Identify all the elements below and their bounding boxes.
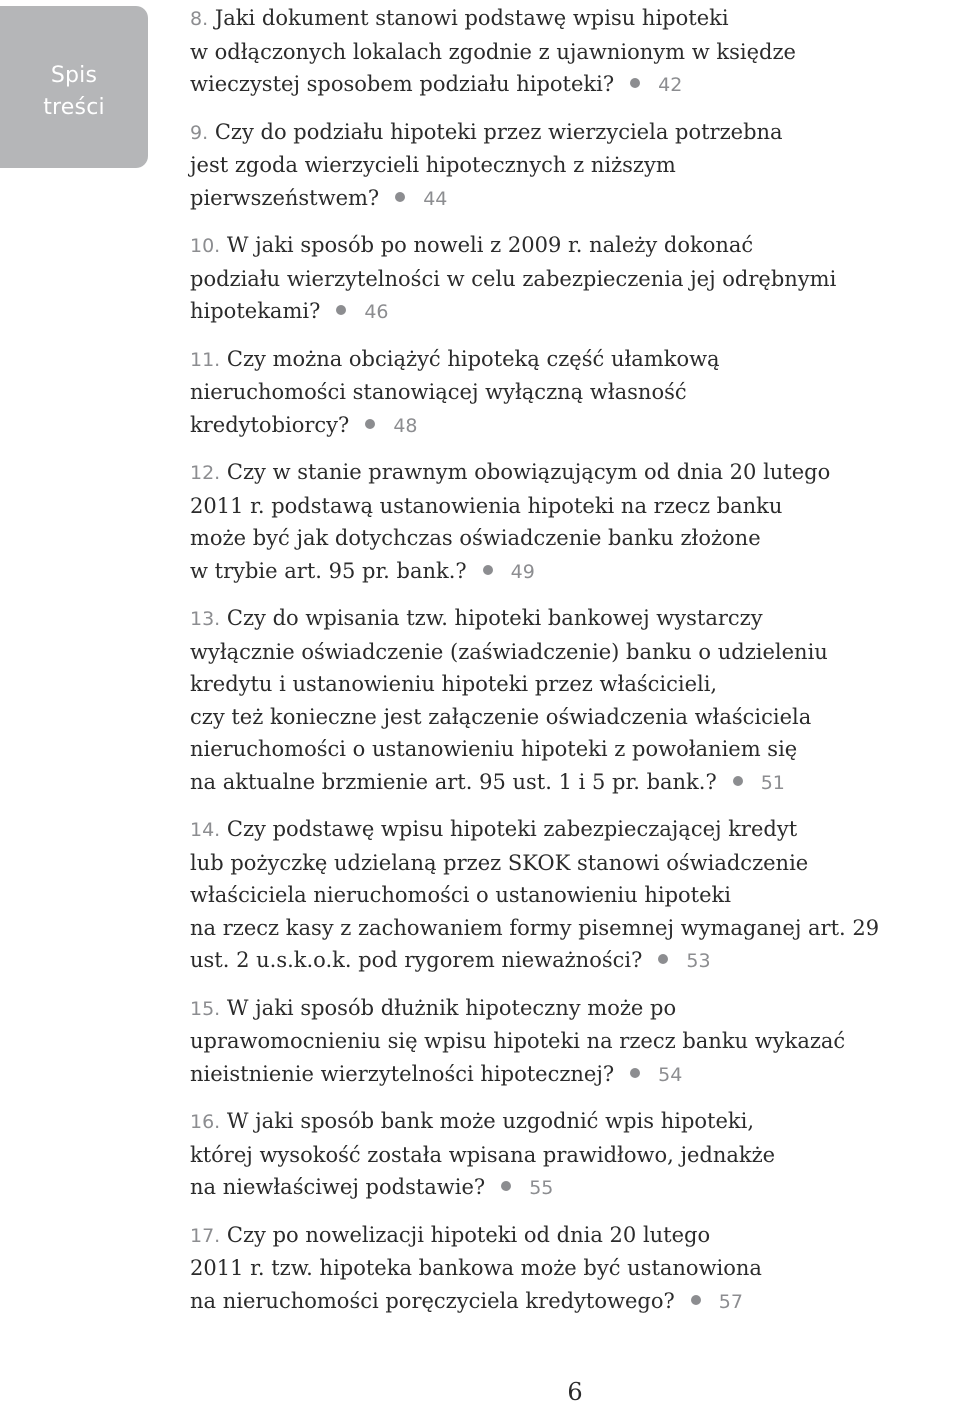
toc-entry-page-link[interactable]: 51 <box>760 771 785 794</box>
toc-entry-line <box>190 1058 950 1092</box>
toc-entry[interactable] <box>190 813 950 978</box>
toc-entry-text: 2011 r. podstawą ustanowienia hipoteki na rzecz banku <box>190 493 783 518</box>
toc-entry[interactable] <box>190 456 950 588</box>
toc-entry-line <box>190 343 950 377</box>
toc-entry-line <box>190 701 950 734</box>
toc-entry-text: W jaki sposób po noweli z 2009 r. należy dokonać <box>226 233 754 257</box>
toc-entry-text: nieruchomości o ustanowieniu hipoteki z powołaniem się <box>190 737 798 761</box>
toc-entry-line <box>190 295 950 329</box>
toc-entry-text: w odłączonych lokalach zgodnie z ujawnionym w księdze <box>190 39 796 64</box>
toc-entry-line <box>190 847 950 880</box>
toc-entry-line <box>190 766 950 800</box>
toc-entry-text: ust. 2 u.s.k.o.k. pod rygorem nieważności? <box>190 948 643 972</box>
toc-entry-text: Jaki dokument stanowi podstawę wpisu hipoteki <box>214 6 729 30</box>
toc-entry-line <box>190 1171 950 1205</box>
toc-entry-page-link[interactable]: 53 <box>686 950 711 972</box>
toc-entry-text: nieruchomości stanowiącej wyłączną własność <box>190 380 687 404</box>
toc-entry-line <box>190 602 950 636</box>
toc-entry-text: właściciela nieruchomości o ustanowieniu hipoteki <box>190 883 731 907</box>
toc-entry-number: 10. <box>190 235 221 257</box>
toc-entry[interactable] <box>190 229 950 329</box>
toc-entry-line <box>190 68 950 102</box>
toc-entry-page-link[interactable]: 42 <box>658 74 683 96</box>
toc-entry-text: czy też konieczne jest załączenie oświadczenia właściciela <box>190 704 812 729</box>
toc-entry[interactable] <box>190 2 950 102</box>
toc-entry-page-link[interactable]: 44 <box>423 187 448 210</box>
toc-entry-line <box>190 1219 950 1253</box>
toc-entry-number: 15. <box>190 997 221 1020</box>
toc-entry[interactable] <box>190 343 950 443</box>
toc-entry[interactable] <box>190 116 950 216</box>
toc-entry-line <box>190 149 950 182</box>
bullet-dot-icon <box>501 1181 511 1191</box>
toc-entry-text: może być jak dotychczas oświadczenie banku złożone <box>190 526 761 550</box>
toc-entry-number: 14. <box>190 819 221 841</box>
toc-entry[interactable] <box>190 992 950 1092</box>
toc-entry-number: 11. <box>190 348 221 371</box>
toc-list <box>190 2 950 1318</box>
toc-entry-text: jest zgoda wierzycieli hipotecznych z niższym <box>190 153 676 177</box>
toc-entry-line <box>190 1285 950 1319</box>
toc-entry-line <box>190 813 950 847</box>
toc-entry-text: Czy po nowelizacji hipoteki od dnia 20 lutego <box>226 1222 711 1247</box>
toc-entry-text: na aktualne brzmienie art. 95 ust. 1 i 5 pr. bank.? <box>190 769 717 794</box>
toc-entry-line <box>190 409 950 443</box>
toc-entry-page-link[interactable]: 46 <box>364 301 389 323</box>
toc-entry-text: W jaki sposób bank może uzgodnić wpis hipoteki, <box>226 1109 755 1133</box>
toc-entry-text: Czy w stanie prawnym obowiązującym od dnia 20 lutego <box>226 460 831 484</box>
toc-entry-page-link[interactable]: 48 <box>393 414 418 437</box>
bullet-dot-icon <box>733 776 743 786</box>
toc-entry-line <box>190 668 950 701</box>
toc-entry-text: wyłącznie oświadczenie (zaświadczenie) banku o udzieleniu <box>190 639 828 664</box>
toc-entry-page-link[interactable]: 54 <box>658 1063 683 1086</box>
toc-entry-number: 8. <box>190 8 209 30</box>
toc-entry[interactable] <box>190 1105 950 1205</box>
toc-entry-number: 16. <box>190 1111 221 1133</box>
toc-entry-line <box>190 1025 950 1058</box>
toc-tab-label-line2: treści <box>43 95 105 120</box>
toc-entry-line <box>190 1252 950 1285</box>
toc-entry-number: 13. <box>190 608 221 630</box>
toc-entry-text: której wysokość została wpisana prawidłowo, jednakże <box>190 1142 776 1167</box>
page-number: 6 <box>567 1378 583 1406</box>
toc-entry-text: 2011 r. tzw. hipoteka bankowa może być ustanowiona <box>190 1256 762 1280</box>
toc-entry-line <box>190 555 950 589</box>
toc-entry-page-link[interactable]: 49 <box>510 560 535 583</box>
toc-entry-line <box>190 879 950 912</box>
toc-entry-text: Czy do podziału hipoteki przez wierzyciela potrzebna <box>214 119 783 144</box>
toc-entry-page-link[interactable]: 55 <box>529 1177 554 1199</box>
toc-entry-line <box>190 636 950 669</box>
toc-entry-line <box>190 2 950 36</box>
toc-entry-number: 9. <box>190 121 209 144</box>
toc-entry-line <box>190 376 950 409</box>
toc-entry-text: uprawomocnieniu się wpisu hipoteki na rzecz banku wykazać <box>190 1029 846 1053</box>
toc-entry-text: na nieruchomości poręczyciela kredytowego? <box>190 1288 675 1313</box>
toc-entry-text: kredytu i ustanowieniu hipoteki przez właścicieli, <box>190 672 718 696</box>
toc-entry-line <box>190 1139 950 1172</box>
bullet-dot-icon <box>630 78 640 88</box>
toc-entry-line <box>190 1105 950 1139</box>
toc-entry-line <box>190 36 950 69</box>
toc-entry-text: wieczystej sposobem podziału hipoteki? <box>190 72 615 96</box>
toc-entry-line <box>190 944 950 978</box>
bullet-dot-icon <box>658 954 668 964</box>
bullet-dot-icon <box>395 192 405 202</box>
bullet-dot-icon <box>483 565 493 575</box>
toc-entry-line <box>190 116 950 150</box>
toc-entry-text: Czy można obciążyć hipoteką część ułamkową <box>226 346 720 371</box>
bullet-dot-icon <box>630 1068 640 1078</box>
toc-entry-text: na niewłaściwej podstawie? <box>190 1175 486 1199</box>
toc-entry-text: na rzecz kasy z zachowaniem formy pisemnej wymaganej art. 29 <box>190 915 880 940</box>
bullet-dot-icon <box>365 419 375 429</box>
toc-entry-line <box>190 456 950 490</box>
toc-entry-line <box>190 229 950 263</box>
toc-entry-line <box>190 490 950 523</box>
toc-entry-line <box>190 263 950 296</box>
toc-entry-text: Czy do wpisania tzw. hipoteki bankowej wystarczy <box>226 606 763 630</box>
toc-entry-number: 17. <box>190 1224 221 1247</box>
toc-entry-number: 12. <box>190 462 221 484</box>
toc-entry-line <box>190 522 950 555</box>
toc-tab[interactable] <box>0 6 148 168</box>
toc-entry[interactable] <box>190 602 950 799</box>
toc-entry-line <box>190 912 950 945</box>
toc-entry-text: w trybie art. 95 pr. bank.? <box>190 558 467 583</box>
toc-entry-line <box>190 182 950 216</box>
bullet-dot-icon <box>336 305 346 315</box>
toc-tab-label-line1: Spis <box>50 63 98 88</box>
toc-entry-text: podziału wierzytelności w celu zabezpieczenia jej odrębnymi <box>190 266 837 291</box>
toc-entry-line <box>190 992 950 1026</box>
toc-entry[interactable] <box>190 1219 950 1319</box>
toc-entry-text: pierwszeństwem? <box>190 185 380 210</box>
bullet-dot-icon <box>691 1295 701 1305</box>
toc-entry-text: kredytobiorcy? <box>190 412 350 437</box>
toc-entry-page-link[interactable]: 57 <box>718 1290 743 1313</box>
toc-entry-text: W jaki sposób dłużnik hipoteczny może po <box>226 995 677 1020</box>
toc-entry-text: Czy podstawę wpisu hipoteki zabezpieczającej kredyt <box>226 817 798 841</box>
toc-entry-text: lub pożyczkę udzielaną przez SKOK stanowi oświadczenie <box>190 850 809 875</box>
toc-entry-text: nieistnienie wierzytelności hipotecznej? <box>190 1061 615 1086</box>
toc-entry-line <box>190 733 950 766</box>
toc-entry-text: hipotekami? <box>190 299 321 323</box>
